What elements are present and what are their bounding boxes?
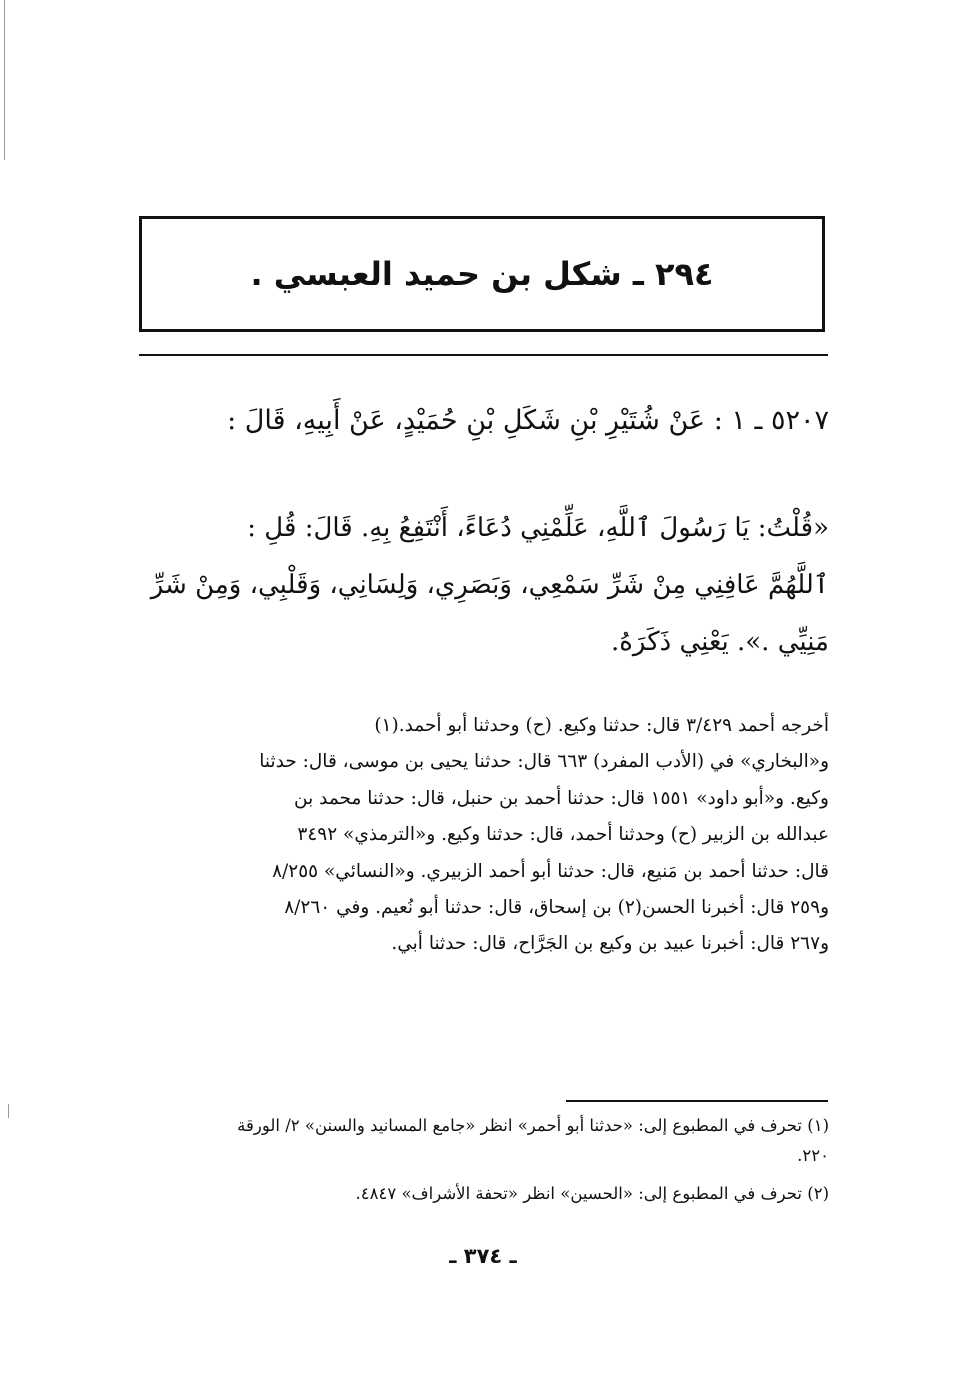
footnote-2: (٢) تحرف في المطبوع إلى: «الحسين» انظر «تحفة الأشراف» ٤٨٤٧. (355, 1184, 829, 1203)
hadith-text (135, 500, 829, 671)
heading-divider (139, 354, 828, 356)
footnotes (133, 1111, 829, 1209)
chapter-title: ٢٩٤ ـ شكل بن حميد العبسي . (250, 255, 714, 293)
hadith-line: مَنِيِّي .». يَعْنِي ذَكَرَهُ. (610, 627, 829, 657)
takhrij-line: عبدالله بن الزبير (ح) وحدثنا أحمد، قال: حدثنا وكيع. و«الترمذي» ٣٤٩٢ (297, 824, 829, 846)
footnote-divider (566, 1100, 828, 1102)
chapter-heading-box (139, 216, 825, 332)
scan-edge-mark (8, 1104, 9, 1118)
takhrij-line: قال: حدثنا أحمد بن مَنيع، قال: حدثنا أبو أحمد الزبيري. و«النسائي» ٨/٢٥٥ (272, 860, 829, 882)
hadith-line: «قُلْتُ: يَا رَسُولَ ٱللَّهِ، عَلِّمْنِي دُعَاءً، أَنْتَفِعُ بِهِ. قَالَ: قُلِ : (247, 513, 829, 543)
hadith-isnad: ٥٢٠٧ ـ ١ : عَنْ شُتَيْرِ بْنِ شَكَلِ بْنِ حُمَيْدٍ، عَنْ أَبِيهِ، قَالَ : (227, 405, 829, 436)
hadith-line: ٱللَّهُمَّ عَافِنِي مِنْ شَرِّ سَمْعِي، وَبَصَرِي، وَلِسَانِي، وَقَلْبِي، وَمِنْ شَرِّ (150, 570, 829, 600)
footnote-1: (١) تحرف في المطبوع إلى: «حدثنا أبو أحمر» انظر «جامع المسانيد والسنن» ٢/ الورقة (237, 1116, 829, 1135)
footnote-1-continuation: ٢٢٠. (797, 1146, 829, 1165)
scan-edge-line (4, 0, 5, 160)
takhrij-line: و٢٥٩ قال: أخبرنا الحسن(٢) بن إسحاق، قال: حدثنا أبو نُعيم. وفي ٨/٢٦٠ (284, 896, 829, 918)
takhrij-paragraph (133, 708, 829, 963)
takhrij-line: و«البخاري» في (الأدب المفرد) ٦٦٣ قال: حدثنا يحيى بن موسى، قال: حدثنا (259, 751, 829, 773)
takhrij-line: أخرجه أحمد ٣/٤٢٩ قال: حدثنا وكيع. (ح) وحدثنا أبو أحمد.(١) (374, 715, 829, 736)
takhrij-line: و٢٦٧ قال: أخبرنا عبيد بن وكيع بن الجَرَّاح، قال: حدثنا أبي. (391, 933, 829, 955)
page-number: ـ ٣٧٤ ـ (449, 1244, 517, 1268)
takhrij-line: وكيع. و«أبو داود» ١٥٥١ قال: حدثنا أحمد بن حنبل، قال: حدثنا محمد بن (294, 787, 829, 809)
